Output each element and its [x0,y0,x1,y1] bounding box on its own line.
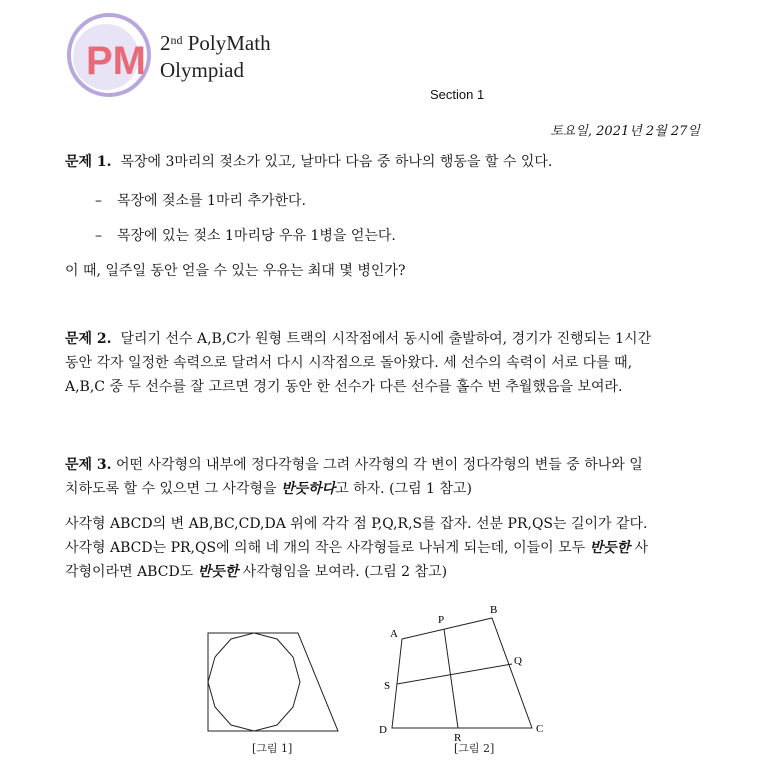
problem-1-question: 이 때, 일주일 동안 얻을 수 있는 우유는 최대 몇 병인가? [65,263,406,279]
problem-1-label: 문제 1. [65,154,112,170]
problem-2-label: 문제 2. [65,331,112,347]
point-s-label: S [384,680,391,692]
svg-text:PM: PM [86,39,146,83]
problem-3-statement: 사각형 ABCD의 변 AB,BC,CD,DA 위에 각각 점 P,Q,R,S를 잡자. 선분 PR,QS는 길이가 같다. 사각형 ABCD는 PR,QS에 의해 네 개의 작은 사각형들로 나뉘게 되는데, 이들이 모두 반듯한 사 각형이라면 ABCD도 반듯한 사각형임을 보여라. (그림 2 참고) [65,516,649,580]
problem-2-statement: 문제 2. 달리기 선수 A,B,C가 원형 트랙의 시작점에서 동시에 출발하여, 경기가 진행되는 1시간 동안 각자 일정한 속력으로 달려서 다시 시작점으로 돌아왔다. 세 선수의 속력이 서로 다를 때, A,B,C 중 두 선수를 잘 고르면 경기 동안 한 선수가 다른 선수를 홀수 번 추월했음을 보여라. [65,331,652,395]
point-d-label: D [379,724,387,736]
problem-3-label: 문제 3. [65,457,112,473]
figure-1-diagram [200,625,350,740]
problem-1-option-2: – 목장에 있는 젖소 1마리당 우유 1병을 얻는다. [95,228,396,244]
polymath-logo [64,12,154,98]
section-label: Section 1 [430,87,485,102]
point-b-label: B [490,604,498,616]
point-a-label: A [390,628,398,640]
point-r-label: R [454,732,462,744]
figure-2-diagram [372,600,562,750]
point-p-label: P [438,614,445,626]
problem-1-statement: 문제 1. 목장에 3마리의 젖소가 있고, 날마다 다음 중 하나의 행동을 할 수 있다. [65,154,553,170]
problem-1-option-1: – 목장에 젖소를 1마리 추가한다. [95,193,306,209]
figure-1-caption: [그림 1] [252,742,293,755]
olympiad-title: 2nd PolyMath Olympiad [160,31,271,82]
point-c-label: C [536,723,544,735]
exam-date: 토요일, 2021년 2월 27일 [550,124,700,139]
point-q-label: Q [514,655,522,667]
figure-2-caption: [그림 2] [454,742,495,755]
problem-3-definition: 문제 3. 어떤 사각형의 내부에 정다각형을 그려 사각형의 각 변이 정다각형의 변들 중 하나와 일 치하도록 할 수 있으면 그 사각형을 반듯하다고 하자. (그림 1 참고) [65,457,643,497]
